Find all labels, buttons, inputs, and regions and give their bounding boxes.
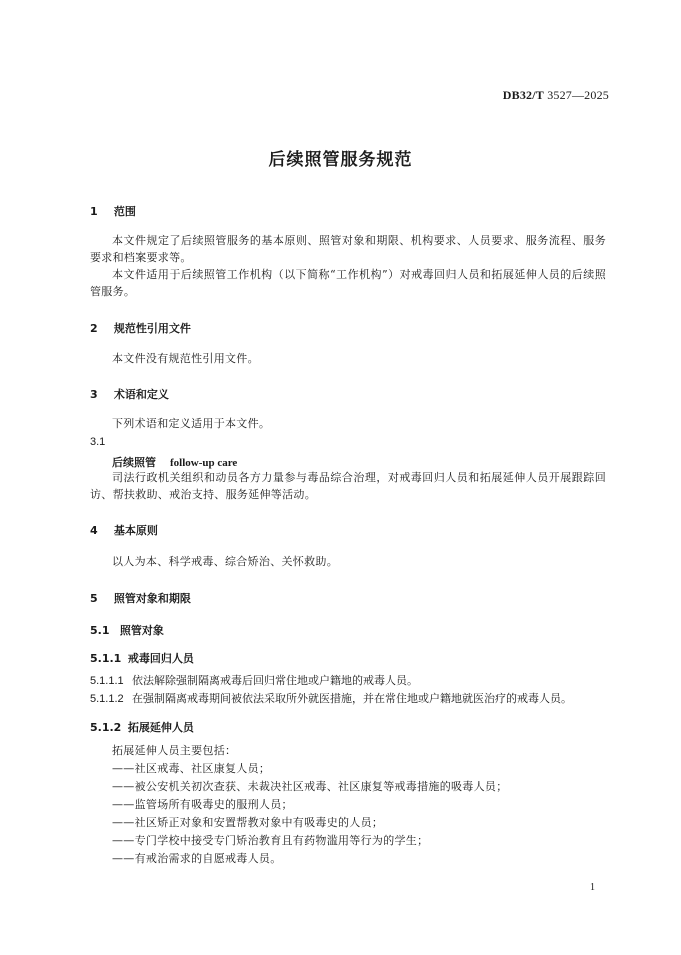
term-heading (112, 454, 237, 470)
section-2-heading (90, 320, 191, 336)
standard-code-number: 3527—2025 (547, 88, 609, 102)
section-number: 5 (90, 592, 98, 605)
section-number: 4 (90, 524, 98, 537)
term-number: 3.1 (90, 436, 106, 448)
clause-text: 依法解除强制隔离戒毒后回归常住地或户籍地的戒毒人员。 (132, 674, 418, 687)
section-1-heading (90, 203, 136, 219)
section-3-paragraph-1: 下列术语和定义适用于本文件。 (112, 417, 271, 430)
section-1-paragraph-1: 本文件规定了后续照管服务的基本原则、照管对象和期限、机构要求、人员要求、服务流程、服务要求和档案要求等。 (90, 234, 606, 264)
section-number: 3 (90, 388, 98, 401)
page-number: 1 (590, 882, 595, 893)
list-item: ——有戒治需求的自愿戒毒人员。 (112, 852, 282, 865)
term-chinese: 后续照管 (112, 456, 156, 469)
section-title: 术语和定义 (113, 388, 169, 401)
term-definition: 司法行政机关组织和动员各方力量参与毒品综合治理，对戒毒回归人员和拓展延伸人员开展跟踪回访、帮扶救助、戒治支持、服务延伸等活动。 (90, 471, 606, 501)
list-item: ——社区戒毒、社区康复人员； (112, 762, 271, 775)
section-number: 2 (90, 322, 98, 335)
standard-code-prefix: DB32/T (502, 88, 544, 102)
section-5-1-2-heading (90, 719, 194, 735)
section-5-heading (90, 590, 191, 606)
list-item: ——专门学校中接受专门矫治教育且有药物滥用等行为的学生； (112, 834, 429, 847)
section-5-1-1-heading (90, 650, 194, 666)
document-title: 后续照管服务规范 (268, 150, 413, 170)
section-title: 规范性引用文件 (113, 322, 191, 335)
section-title: 照管对象和期限 (113, 592, 191, 605)
section-title: 戒毒回归人员 (127, 652, 194, 665)
section-5-1-heading (90, 622, 164, 638)
section-title: 拓展延伸人员 (127, 721, 194, 734)
clause-text: 在强制隔离戒毒期间被依法采取所外就医措施，并在常住地或户籍地就医治疗的戒毒人员。 (132, 692, 572, 705)
section-number: 5.1.1 (90, 652, 122, 665)
list-intro: 拓展延伸人员主要包括： (112, 744, 237, 757)
list-item: ——监管场所有吸毒史的服刑人员； (112, 798, 293, 811)
section-number: 5.1.2 (90, 721, 122, 734)
section-3-heading (90, 386, 169, 402)
section-title: 范围 (113, 205, 136, 218)
clause-number: 5.1.1.2 (90, 693, 124, 705)
list-item: ——被公安机关初次查获、未裁决社区戒毒、社区康复等戒毒措施的吸毒人员； (112, 780, 508, 793)
section-1-paragraph-2: 本文件适用于后续照管工作机构（以下简称“工作机构”）对戒毒回归人员和拓展延伸人员的后续照管服务。 (90, 268, 606, 298)
section-number: 1 (90, 205, 98, 218)
section-number: 5.1 (90, 624, 110, 637)
clause-5-1-1-2 (90, 690, 572, 708)
section-title: 基本原则 (113, 524, 158, 537)
section-4-heading (90, 522, 158, 538)
standard-code (503, 88, 609, 103)
term-english: follow-up care (170, 457, 238, 469)
section-4-paragraph-1: 以人为本、科学戒毒、综合矫治、关怀救助。 (112, 555, 338, 568)
list-item: ——社区矫正对象和安置帮教对象中有吸毒史的人员； (112, 816, 384, 829)
clause-number: 5.1.1.1 (90, 675, 124, 687)
section-2-paragraph-1: 本文件没有规范性引用文件。 (112, 352, 259, 365)
clause-5-1-1-1 (90, 672, 418, 690)
section-title: 照管对象 (119, 624, 164, 637)
